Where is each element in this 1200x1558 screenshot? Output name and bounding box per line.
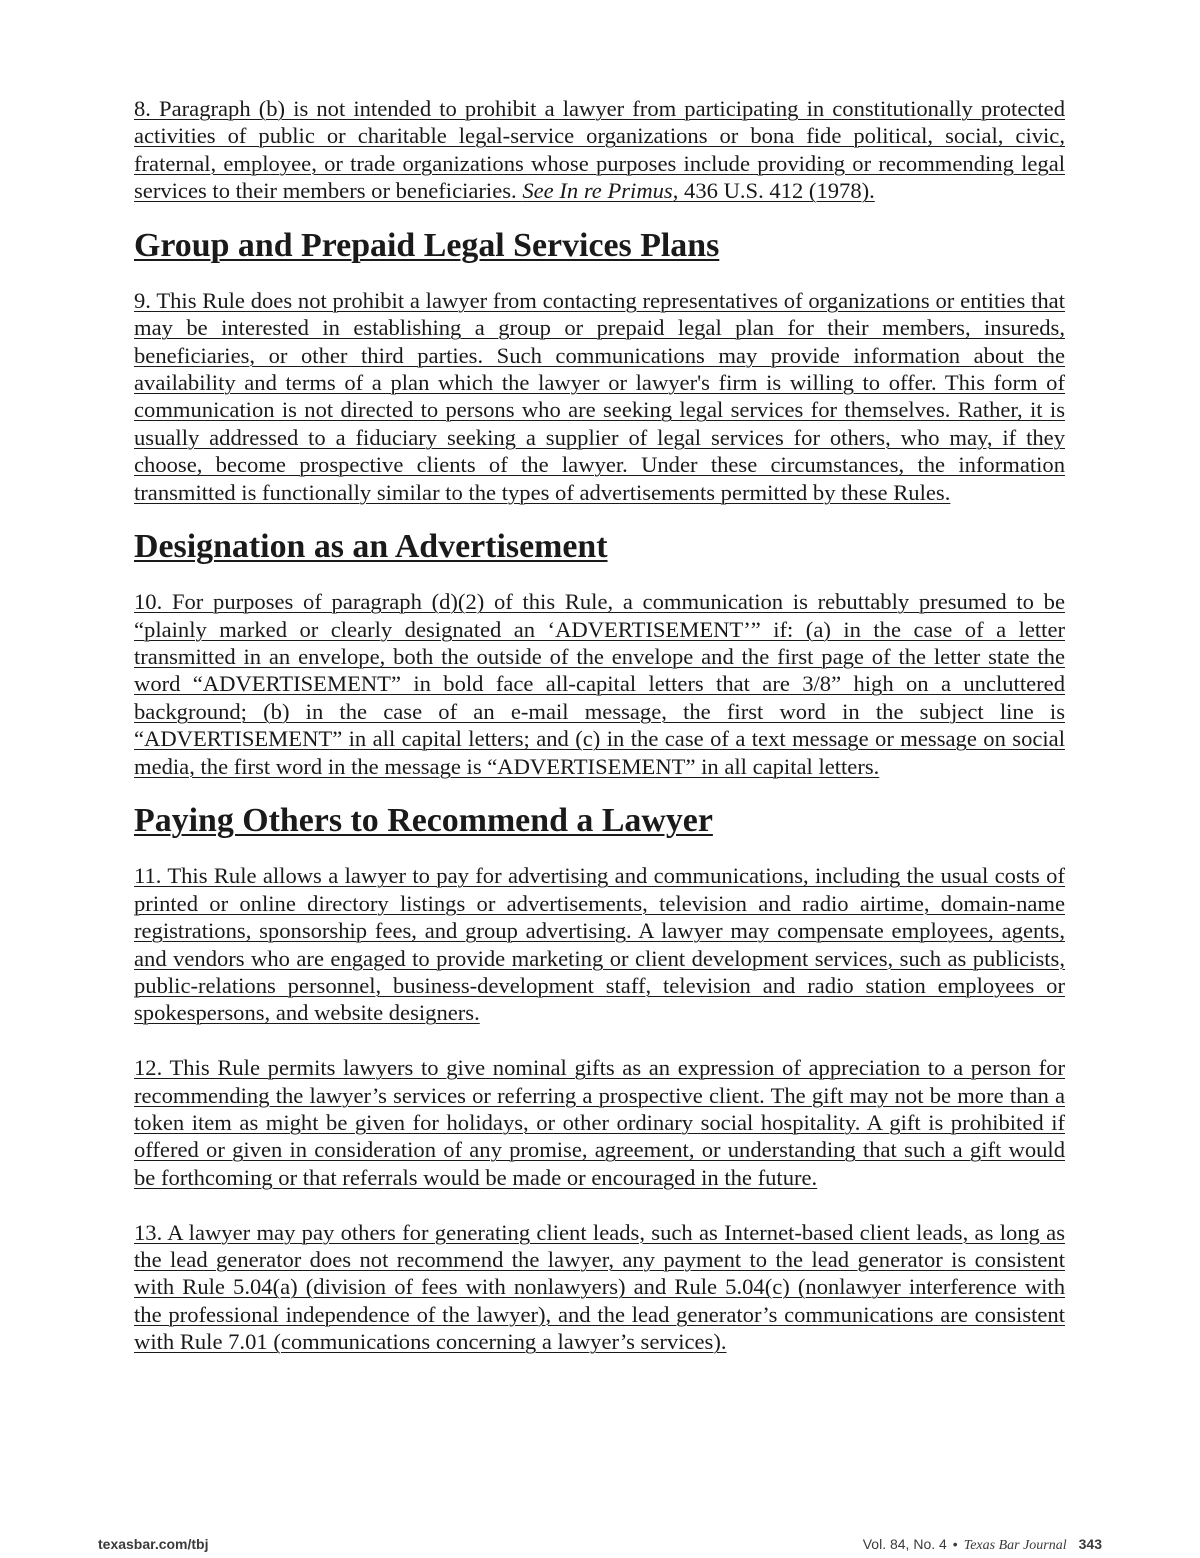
footer-journal-title: Texas Bar Journal (963, 1538, 1067, 1553)
footer-website-link[interactable]: texasbar.com/tbj (98, 1536, 209, 1552)
footer-publication-info (863, 1536, 1102, 1554)
comment-8 (134, 95, 1065, 205)
comment-9: 9. This Rule does not prohibit a lawyer from contacting representatives of organizations or entities that may be interested in establishing a group or prepaid legal plan for their members, insureds, beneficiaries, or other third parties. Such communications may provide information about the availability and terms of a plan which the lawyer or lawyer's firm is willing to offer. This form of communication is not directed to persons who are seeking legal services for themselves. Rather, it is usually addressed to a fiduciary seeking a supplier of legal services for others, who may, if they choose, become prospective clients of the lawyer. Under these circumstances, the information transmitted is functionally similar to the types of advertisements permitted by these Rules. (134, 287, 1065, 505)
comment-10: 10. For purposes of paragraph (d)(2) of this Rule, a communication is rebuttably presumed to be “plainly marked or clearly designated an ‘ADVERTISEMENT’” if: (a) in the case of a letter transmitted in an envelope, both the outside of the envelope and the first page of the letter state the word “ADVERTISEMENT” in bold face all-capital letters that are 3/8” high on a uncluttered background; (b) in the case of an e-mail message, the first word in the subject line is “ADVERTISEMENT” in all capital letters; and (c) in the case of a text message or message on social media, the first word in the message is “ADVERTISEMENT” in all capital letters. (134, 589, 1065, 779)
heading-group-prepaid-plans: Group and Prepaid Legal Services Plans (134, 227, 720, 265)
footer-page-number: 343 (1078, 1536, 1102, 1552)
heading-paying-others: Paying Others to Recommend a Lawyer (134, 802, 713, 840)
comment-13: 13. A lawyer may pay others for generating client leads, such as Internet-based client leads, as long as the lead generator does not recommend the lawyer, any payment to the lead generator is consistent with Rule 5.04(a) (division of fees with nonlawyers) and Rule 5.04(c) (nonlawyer interference with the professional independence of the lawyer), and the lead generator’s communications are consistent with Rule 7.01 (communications concerning a lawyer’s services). (134, 1219, 1065, 1355)
comment-12: 12. This Rule permits lawyers to give nominal gifts as an expression of appreciation to a person for recommending the lawyer’s services or referring a prospective client. The gift may not be more than a token item as might be given for holidays, or other ordinary social hospitality. A gift is prohibited if offered or given in consideration of any promise, agreement, or understanding that such a gift would be forthcoming or that referrals would be made or encouraged in the future. (134, 1055, 1065, 1190)
comment-8-case-name: See In re Primus (522, 178, 673, 204)
comment-11: 11. This Rule allows a lawyer to pay for advertising and communications, including the usual costs of printed or online directory listings or advertisements, television and radio airtime, domain-name registrations, sponsorship fees, and group advertising. A lawyer may compensate employees, agents, and vendors who are engaged to provide marketing or client development services, such as publicists, public-relations personnel, business-development staff, television and radio station employees or spokespersons, and website designers. (134, 863, 1065, 1026)
footer-volume: Vol. 84, No. 4 (862, 1536, 947, 1552)
heading-designation-advertisement: Designation as an Advertisement (134, 528, 608, 566)
page-body (134, 95, 1065, 1383)
comment-8-citation: , 436 U.S. 412 (1978). (672, 178, 875, 204)
footer-bullet: • (952, 1536, 958, 1552)
comment-8-text: 8. Paragraph (b) is not intended to prohibit a lawyer from participating in constitutionally protected activities of public or charitable legal-service organizations or bona fide political, social, civic, fraternal, employee, or trade organizations whose purposes include providing or recommending legal services to their members or beneficiaries. (134, 96, 1065, 204)
